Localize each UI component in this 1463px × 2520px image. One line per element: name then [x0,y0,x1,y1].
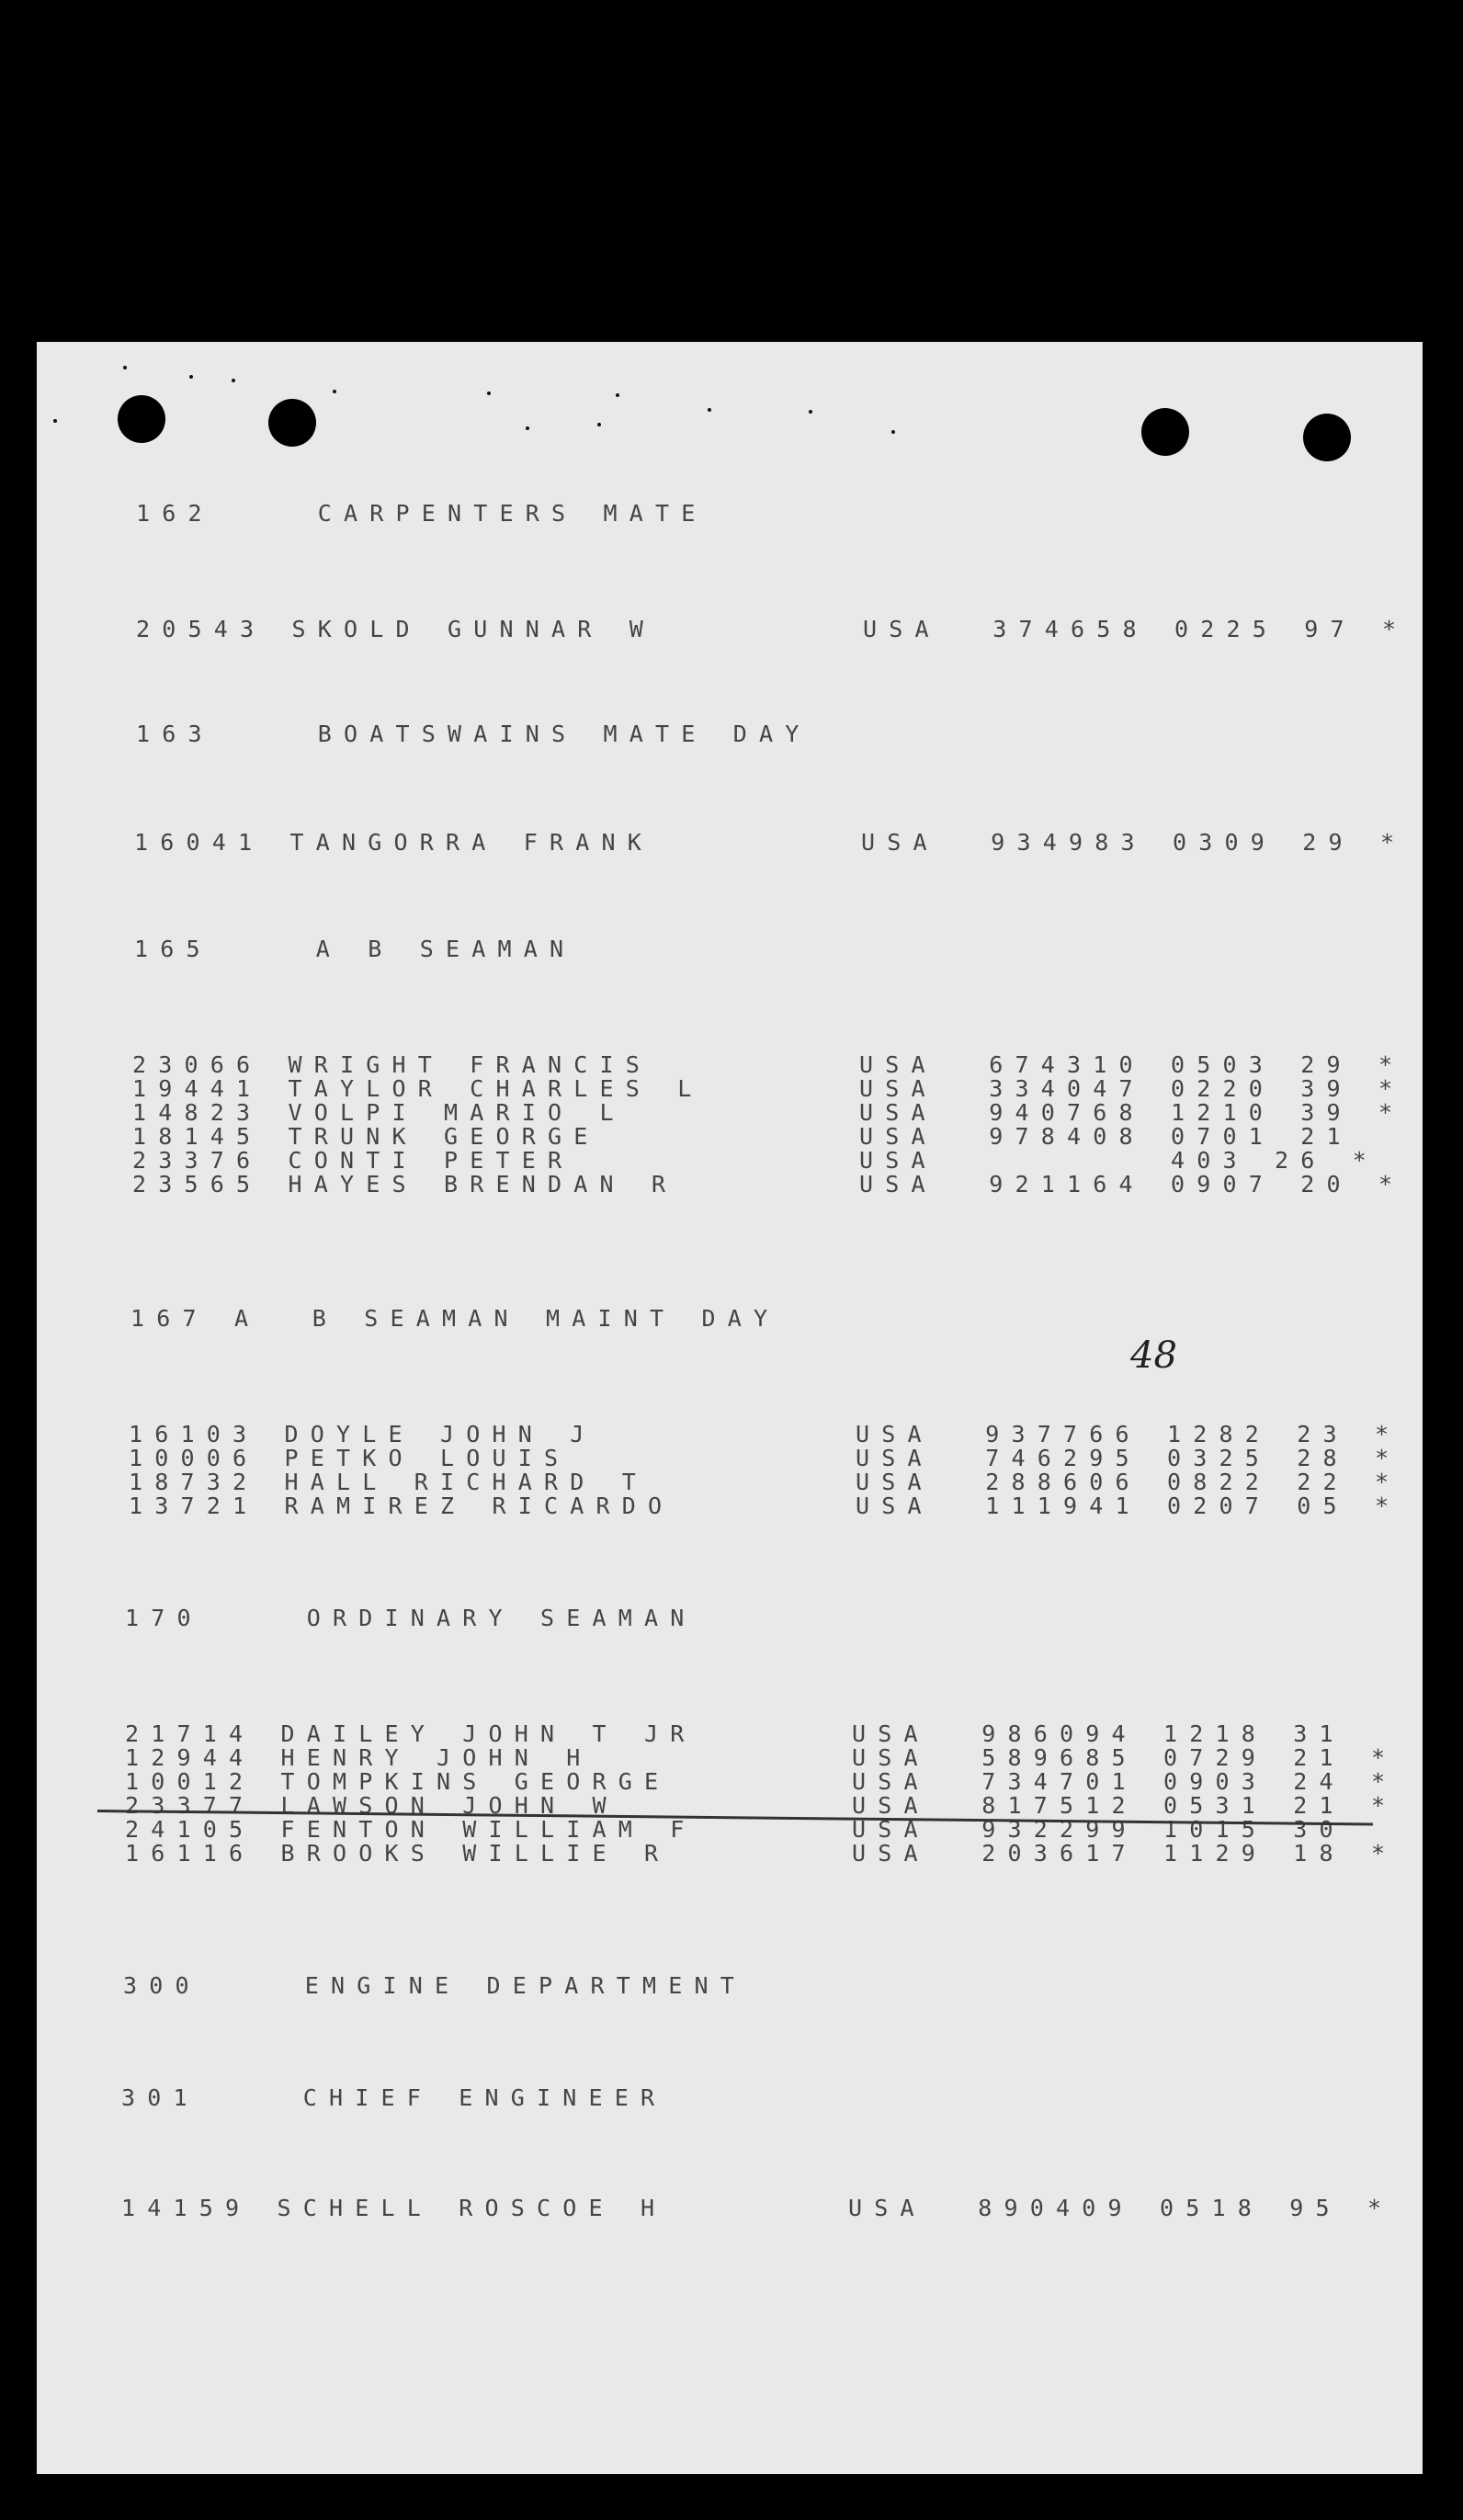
punch-hole [1141,408,1189,456]
crew-record-row: 10006 PETKO LOUIS USA 746295 0325 28 * [129,1445,1401,1471]
speck [809,410,812,414]
speck [708,408,711,412]
speck [891,430,895,434]
speck [189,375,193,379]
speck [597,423,601,426]
punch-hole [118,395,165,443]
crew-record-row: 12944 HENRY JOHN H USA 589685 0729 21 * [125,1744,1398,1771]
section-heading: 300 ENGINE DEPARTMENT [123,1972,747,1999]
speck [526,426,529,430]
crew-record-row: 14159 SCHELL ROSCOE H USA 890409 0518 95 * [121,2195,1394,2221]
crew-record-row: 13721 RAMIREZ RICARDO USA 111941 0207 05 * [129,1493,1401,1519]
section-heading: 162 CARPENTERS MATE [136,500,708,527]
speck [487,392,491,395]
document-page [37,342,1423,2474]
speck [232,379,235,382]
crew-record-row: 20543 SKOLD GUNNAR W USA 374658 0225 97 * [136,616,1409,642]
crew-record-row: 16041 TANGORRA FRANK USA 934983 0309 29 * [134,829,1407,856]
crew-record-row: 16103 DOYLE JOHN J USA 937766 1282 23 * [129,1421,1401,1447]
crew-record-row: 18145 TRUNK GEORGE USA 978408 0701 21 [132,1123,1353,1150]
crew-record-row: 23376 CONTI PETER USA 403 26 * [132,1147,1379,1174]
crew-record-row: 19441 TAYLOR CHARLES L USA 334047 0220 39 * [132,1075,1405,1102]
crew-record-row: 18732 HALL RICHARD T USA 288606 0822 22 * [129,1469,1401,1495]
speck [616,393,619,397]
speck [123,366,127,369]
section-heading: 167 A B SEAMAN MAINT DAY [130,1305,780,1332]
crew-record-row: 23377 LAWSON JOHN W USA 817512 0531 21 * [125,1792,1398,1819]
section-heading: 301 CHIEF ENGINEER [121,2084,667,2111]
crew-record-row: 21714 DAILEY JOHN T JR USA 986094 1218 31 [125,1720,1345,1747]
speck [53,419,57,423]
crew-record-row: 24105 FENTON WILLIAM F USA 932299 1015 30 [125,1816,1345,1843]
punch-hole [1303,414,1351,461]
crew-record-row: 10012 TOMPKINS GEORGE USA 734701 0903 24 * [125,1768,1398,1795]
section-heading: 170 ORDINARY SEAMAN [125,1605,697,1631]
section-heading: 163 BOATSWAINS MATE DAY [136,721,811,747]
section-heading: 165 A B SEAMAN [134,936,576,962]
punch-hole [268,399,316,447]
crew-record-row: 23066 WRIGHT FRANCIS USA 674310 0503 29 * [132,1051,1405,1078]
crew-record-row: 23565 HAYES BRENDAN R USA 921164 0907 20 * [132,1171,1405,1198]
crew-record-row: 16116 BROOKS WILLIE R USA 203617 1129 18 * [125,1840,1398,1867]
crew-record-row: 14823 VOLPI MARIO L USA 940768 1210 39 * [132,1099,1405,1126]
handwritten-annotation: 48 [1130,1334,1177,1377]
speck [333,390,336,393]
